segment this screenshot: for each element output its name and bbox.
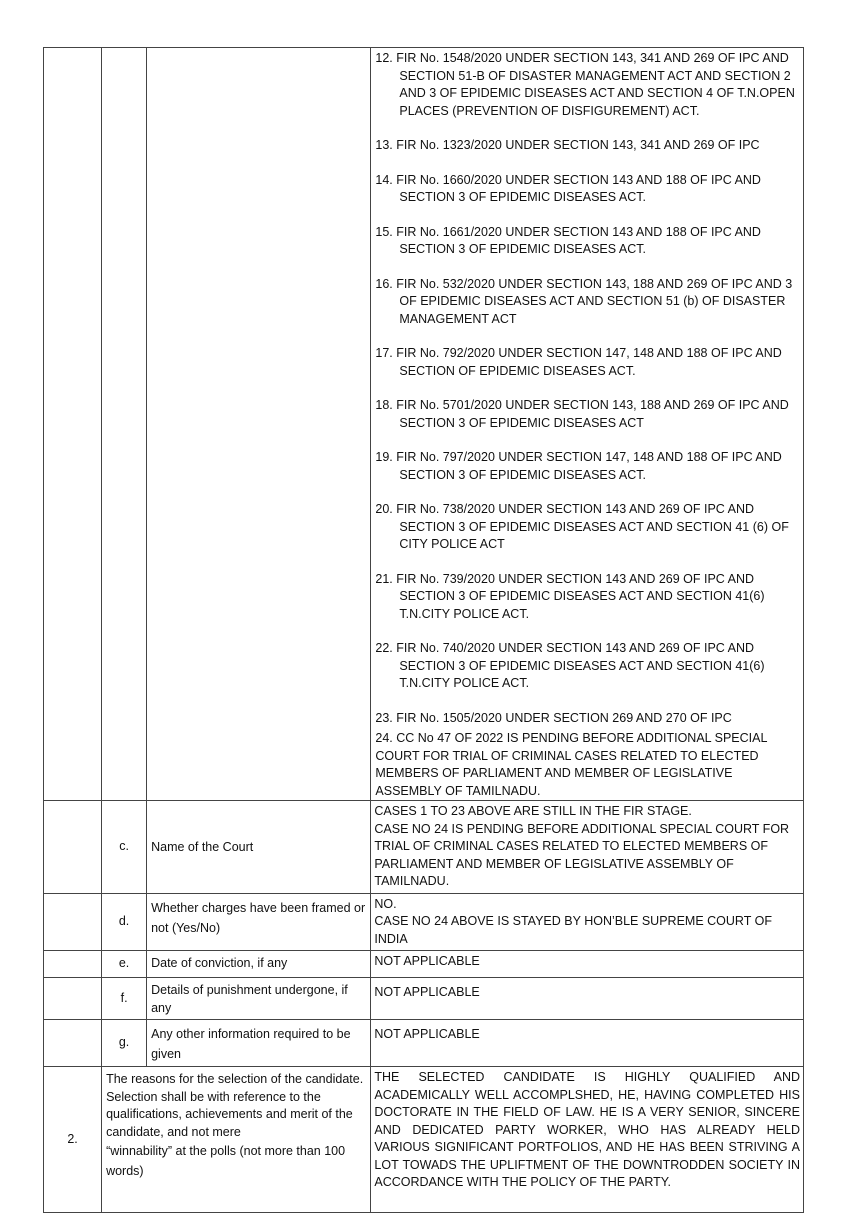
row-d-value-line1: NO. xyxy=(374,896,397,911)
row-2-label xyxy=(102,1067,371,1213)
row-d-label: Whether charges have been framed or not (Yes/No) xyxy=(147,893,371,951)
letter-cell xyxy=(102,48,147,801)
row-d-letter: d. xyxy=(102,893,147,951)
fir-item-15: 15. FIR No. 1661/2020 UNDER SECTION 143 AND 188 OF IPC AND SECTION 3 OF EPIDEMIC DISEASES ACT. xyxy=(375,224,761,256)
fir-list xyxy=(371,48,803,800)
fir-item-16: 16. FIR No. 532/2020 UNDER SECTION 143, 188 AND 269 OF IPC AND 3 OF EPIDEMIC DISEASES ACT AND SECTION 51 (b) OF DISASTER MANAGEMENT ACT xyxy=(375,276,793,326)
row-2-value: THE SELECTED CANDIDATE IS HIGHLY QUALIFIED AND ACADEMICALLY WELL ACCOMPLSHED, HE, HAVING COMPLETED HIS DOCTORATE IN THE FIELD OF LAW. HE IS A VERY SENIOR, SINCERE AND DEDICATED PARTY WORKER, WHO HAS ALREADY HELD VARIOUS SIGNIFICANT PORTFOLIOS, AND HE HAS BEEN STRIVING A LOT TOWADS THE UPLIFTMENT OF THE DOWNTRODDEN SOCIETY IN ACCORDANCE WITH THE POLICY OF THE PARTY. xyxy=(371,1067,804,1213)
row-d-value-line2: CASE NO 24 ABOVE IS STAYED BY HON’BLE SUPREME COURT OF INDIA xyxy=(374,914,772,946)
serial-cell xyxy=(44,48,102,801)
row-d-value xyxy=(371,893,804,951)
row-c-label: Name of the Court xyxy=(147,801,371,894)
fir-item-22: 22. FIR No. 740/2020 UNDER SECTION 143 AND 269 OF IPC AND SECTION 3 OF EPIDEMIC DISEASES ACT AND SECTION 41(6) T.N.CITY POLICE ACT. xyxy=(375,641,765,690)
row-c-letter: c. xyxy=(102,801,147,894)
row-f-letter: f. xyxy=(102,978,147,1020)
row-g-letter: g. xyxy=(102,1020,147,1067)
fir-item-20: 20. FIR No. 738/2020 UNDER SECTION 143 AND 269 OF IPC AND SECTION 3 OF EPIDEMIC DISEASES ACT AND SECTION 41 (6) OF CITY POLICE ACT xyxy=(375,502,789,551)
row-c-value xyxy=(371,801,804,894)
fir-item-17: 17. FIR No. 792/2020 UNDER SECTION 147, 148 AND 188 OF IPC AND SECTION OF EPIDEMIC DISEASES ACT. xyxy=(375,346,782,378)
row-c xyxy=(44,801,804,894)
row-2 xyxy=(44,1067,804,1213)
row-2-number: 2. xyxy=(44,1067,102,1213)
row-g xyxy=(44,1020,804,1067)
fir-list-cell xyxy=(371,48,804,801)
row-e-label: Date of conviction, if any xyxy=(147,951,371,978)
fir-item-14: 14. FIR No. 1660/2020 UNDER SECTION 143 AND 188 OF IPC AND SECTION 3 OF EPIDEMIC DISEASES ACT. xyxy=(375,172,761,204)
label-cell xyxy=(147,48,371,801)
fir-list-row xyxy=(44,48,804,801)
row-e xyxy=(44,951,804,978)
disclosure-table xyxy=(43,47,804,1213)
fir-item-19: 19. FIR No. 797/2020 UNDER SECTION 147, 148 AND 188 OF IPC AND SECTION 3 OF EPIDEMIC DISEASES ACT. xyxy=(375,450,782,482)
fir-item-24: 24. CC No 47 OF 2022 IS PENDING BEFORE ADDITIONAL SPECIAL COURT FOR TRIAL OF CRIMINAL CASES RELATED TO ELECTED MEMBERS OF PARLIAMENT AND MEMBER OF LEGISLATIVE ASSEMBLY OF TAMILNADU. xyxy=(375,731,767,798)
row-c-value-line1: CASES 1 TO 23 ABOVE ARE STILL IN THE FIR STAGE. xyxy=(374,804,692,818)
fir-item-18: 18. FIR No. 5701/2020 UNDER SECTION 143, 188 AND 269 OF IPC AND SECTION 3 OF EPIDEMIC DISEASES ACT xyxy=(375,398,789,430)
row-d xyxy=(44,893,804,951)
row-e-letter: e. xyxy=(102,951,147,978)
row-f-label: Details of punishment undergone, if any xyxy=(147,978,371,1020)
row-e-value: NOT APPLICABLE xyxy=(371,951,804,978)
row-2-label-part2: “winnability” at the polls (not more than 100 words) xyxy=(106,1144,346,1178)
fir-item-12: 12. FIR No. 1548/2020 UNDER SECTION 143, 341 AND 269 OF IPC AND SECTION 51-B OF DISASTER MANAGEMENT ACT AND SECTION 2 AND 3 OF EPIDEMIC DISEASES ACT AND SECTION 4 OF T.N.OPEN PLACES (PREVENTION OF DISFIGUREMENT) ACT. xyxy=(375,51,795,118)
fir-item-23: 23. FIR No. 1505/2020 UNDER SECTION 269 AND 270 OF IPC xyxy=(375,710,732,725)
row-g-label: Any other information required to be given xyxy=(147,1020,371,1067)
row-f xyxy=(44,978,804,1020)
row-c-value-line2: CASE NO 24 IS PENDING BEFORE ADDITIONAL SPECIAL COURT FOR TRIAL OF CRIMINAL CASES RELATED TO ELECTED MEMBERS OF PARLIAMENT AND MEMBER OF LEGISLATIVE ASSEMBLY OF TAMILNADU. xyxy=(374,821,790,888)
row-f-value: NOT APPLICABLE xyxy=(371,978,804,1020)
row-2-label-part1: The reasons for the selection of the candidate. Selection shall be with reference to the qualifications, achievements and merit of the candidate, and not mere xyxy=(106,1072,364,1139)
fir-item-21: 21. FIR No. 739/2020 UNDER SECTION 143 AND 269 OF IPC AND SECTION 3 OF EPIDEMIC DISEASES ACT AND SECTION 41(6) T.N.CITY POLICE ACT. xyxy=(375,571,765,621)
row-g-value: NOT APPLICABLE xyxy=(371,1020,804,1067)
fir-item-13: 13. FIR No. 1323/2020 UNDER SECTION 143, 341 AND 269 OF IPC xyxy=(375,138,760,152)
